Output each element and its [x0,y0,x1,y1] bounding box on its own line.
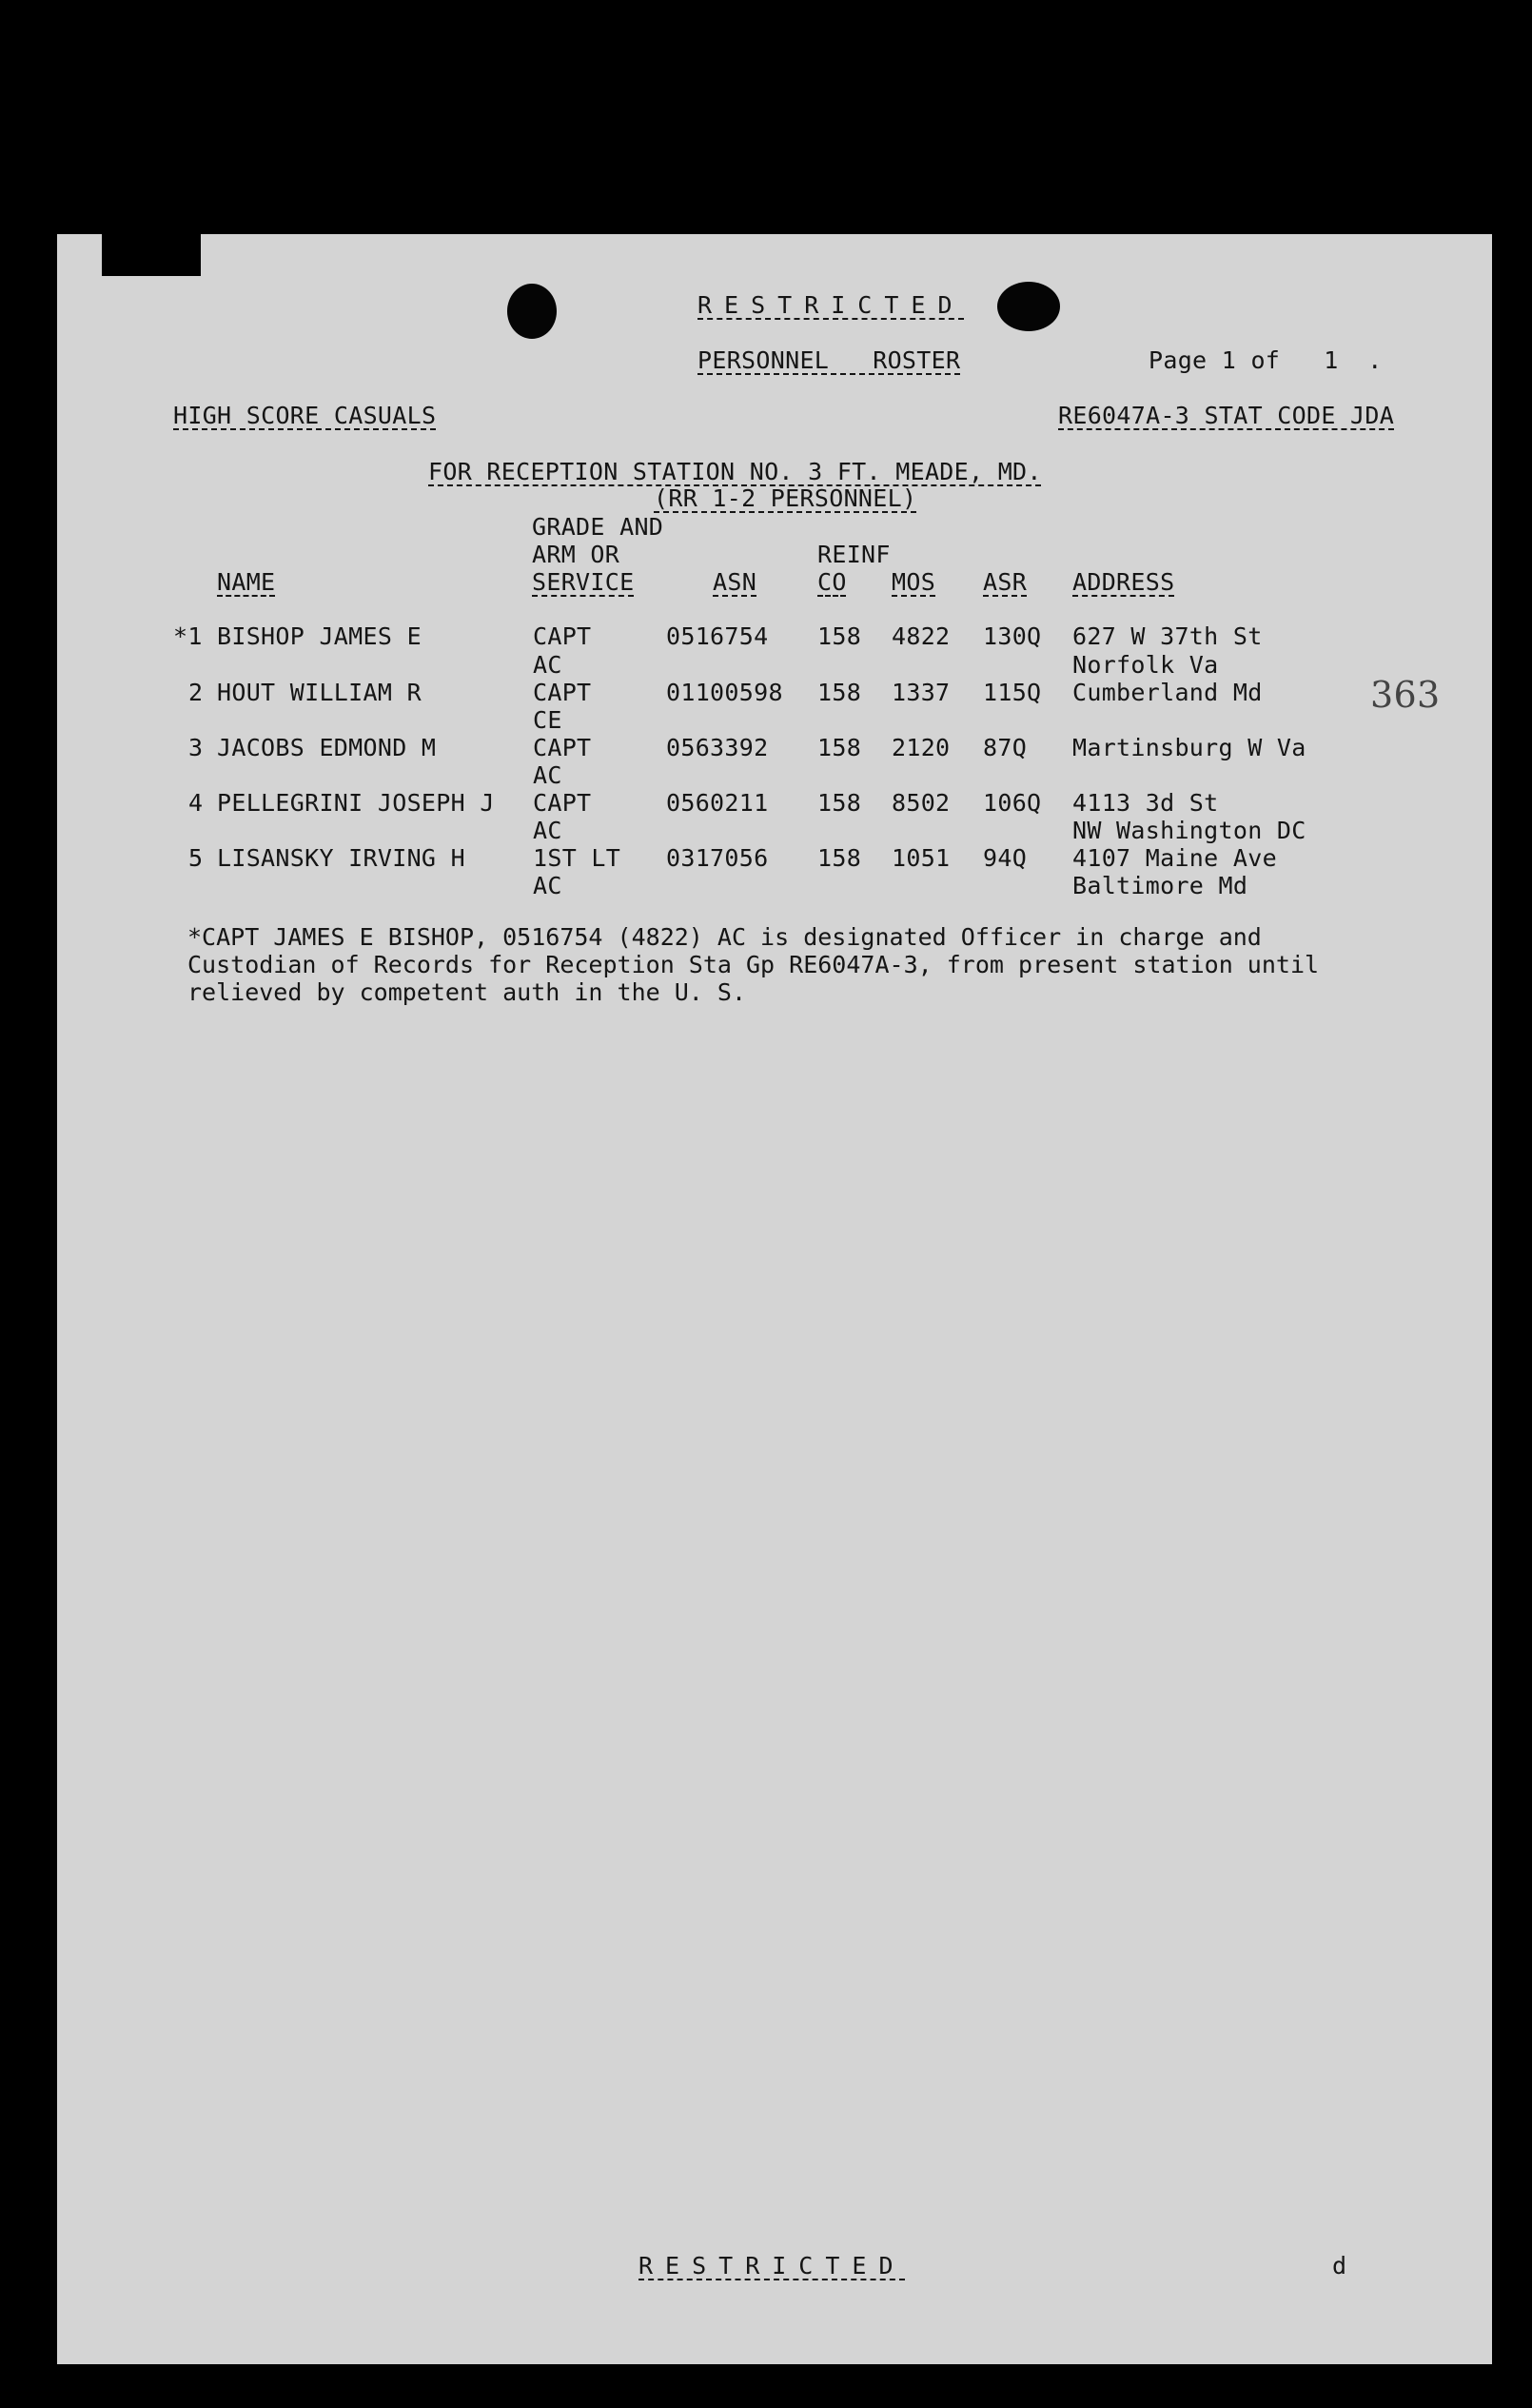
page-corner-tab [102,234,201,276]
note-line-2: Custodian of Records for Reception Sta Gp RE6047A-3, from present station until [187,951,1320,978]
column-header-name: NAME [217,568,276,596]
row-address-line1: 627 W 37th St [1072,622,1263,650]
row-grade: 1ST LT [533,844,621,872]
column-header-co: CO [817,568,847,596]
stat-code: RE6047A-3 STAT CODE JDA [1058,402,1395,429]
row-name: JACOBS EDMOND M [217,734,437,761]
row-address-line1: 4107 Maine Ave [1072,844,1277,872]
row-address-line2: Baltimore Md [1072,872,1248,899]
row-number: 5 [188,844,204,872]
row-arm: AC [533,872,562,899]
punch-hole-right [997,282,1060,331]
officer-designation-note [187,923,1424,1006]
column-header-grade-line2: ARM OR [532,541,620,568]
row-address-line1: Martinsburg W Va [1072,734,1306,761]
row-mos: 4822 [892,622,951,650]
row-address-line2: Norfolk Va [1072,651,1219,679]
column-header-address: ADDRESS [1072,568,1175,596]
column-header-grade-line3: SERVICE [532,568,635,596]
row-asn: 0563392 [666,734,769,761]
row-asr: 87Q [983,734,1028,761]
roster-title: PERSONNEL ROSTER [697,346,961,374]
row-grade: CAPT [533,622,592,650]
row-address-line2: NW Washington DC [1072,817,1306,844]
document-page [57,234,1492,2364]
note-line-3: relieved by competent auth in the U. S. [187,978,746,1006]
row-name: PELLEGRINI JOSEPH J [217,789,495,817]
row-address-line1: 4113 3d St [1072,789,1219,817]
column-header-reinf: REINF [817,541,891,568]
row-grade: CAPT [533,679,592,706]
column-header-mos: MOS [892,568,936,596]
row-arm: AC [533,817,562,844]
row-asn: 01100598 [666,679,783,706]
bottom-classification: RESTRICTED [638,2252,906,2280]
row-mos: 8502 [892,789,951,817]
row-asr: 106Q [983,789,1042,817]
column-header-asr: ASR [983,568,1028,596]
margin-number: 363 [1370,674,1441,716]
row-asn: 0516754 [666,622,769,650]
column-header-grade-line1: GRADE AND [532,513,664,541]
row-co: 158 [817,844,862,872]
row-mos: 1337 [892,679,951,706]
row-mos: 1051 [892,844,951,872]
row-name: BISHOP JAMES E [217,622,422,650]
row-number: 4 [188,789,204,817]
row-number: 2 [188,679,204,706]
destination: FOR RECEPTION STATION NO. 3 FT. MEADE, MD. [428,458,1042,485]
page-label: Page 1 of 1 . [1149,346,1383,374]
row-co: 158 [817,622,862,650]
row-asr: 94Q [983,844,1028,872]
footer-mark: d [1332,2252,1347,2280]
row-name: HOUT WILLIAM R [217,679,422,706]
row-grade: CAPT [533,789,592,817]
column-header-asn: ASN [713,568,757,596]
punch-hole-left [507,284,557,339]
row-asr: 130Q [983,622,1042,650]
row-arm: AC [533,761,562,789]
row-grade: CAPT [533,734,592,761]
row-co: 158 [817,679,862,706]
row-co: 158 [817,789,862,817]
note-line-1: *CAPT JAMES E BISHOP, 0516754 (4822) AC is designated Officer in charge and [187,923,1262,951]
row-mos: 2120 [892,734,951,761]
group-title: HIGH SCORE CASUALS [173,402,437,429]
row-arm: AC [533,651,562,679]
row-asn: 0560211 [666,789,769,817]
row-number: *1 [173,622,203,650]
row-asr: 115Q [983,679,1042,706]
row-asn: 0317056 [666,844,769,872]
row-number: 3 [188,734,204,761]
row-name: LISANSKY IRVING H [217,844,465,872]
row-co: 158 [817,734,862,761]
row-address-line1: Cumberland Md [1072,679,1263,706]
sub-destination: (RR 1-2 PERSONNEL) [654,484,917,512]
row-arm: CE [533,706,562,734]
top-classification: RESTRICTED [697,291,965,319]
